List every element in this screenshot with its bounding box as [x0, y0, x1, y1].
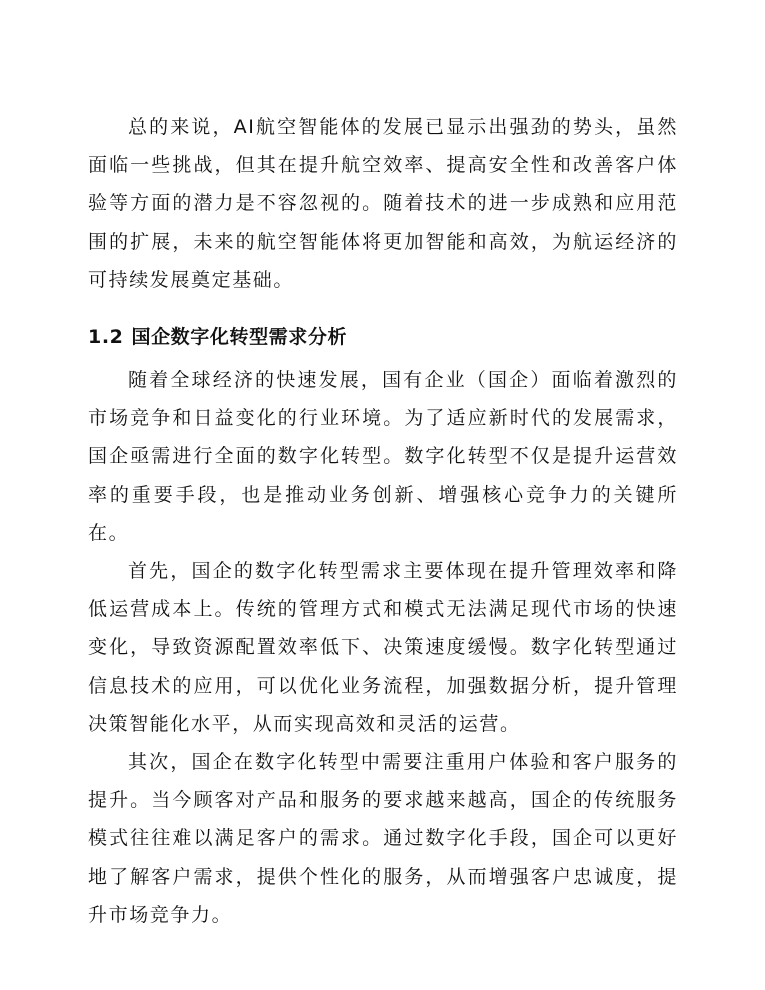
section-title: 国企数字化转型需求分析: [131, 326, 348, 349]
body-paragraph-3: 其次，国企在数字化转型中需要注重用户体验和客户服务的提升。当今顾客对产品和服务的要求越来越高，国企的传统服务模式往往难以满足客户的需求。通过数字化手段，国企可以更好地了解客户需求，提供个性化的服务，从而增强客户忠诚度，提升市场竞争力。: [88, 751, 678, 926]
body-paragraph-1: 随着全球经济的快速发展，国有企业（国企）面临着激烈的市场竞争和日益变化的行业环境。为了适应新时代的发展需求，国企亟需进行全面的数字化转型。数字化转型不仅是提升运营效率的重要手段，也是推动业务创新、增强核心竞争力的关键所在。: [88, 369, 678, 544]
intro-paragraph: 总的来说，AI航空智能体的发展已显示出强劲的势头，虽然面临一些挑战，但其在提升航空效率、提高安全性和改善客户体验等方面的潜力是不容忽视的。随着技术的进一步成熟和应用范围的扩展，未来的航空智能体将更加智能和高效，为航运经济的可持续发展奠定基础。: [88, 116, 678, 291]
section-number: 1.2: [88, 326, 124, 349]
body-paragraph-2: 首先，国企的数字化转型需求主要体现在提升管理效率和降低运营成本上。传统的管理方式和模式无法满足现代市场的快速变化，导致资源配置效率低下、决策速度缓慢。数字化转型通过信息技术的应用，可以优化业务流程，加强数据分析，提升管理决策智能化水平，从而实现高效和灵活的运营。: [88, 560, 678, 735]
section-heading: [88, 321, 678, 353]
document-body: [88, 108, 678, 934]
